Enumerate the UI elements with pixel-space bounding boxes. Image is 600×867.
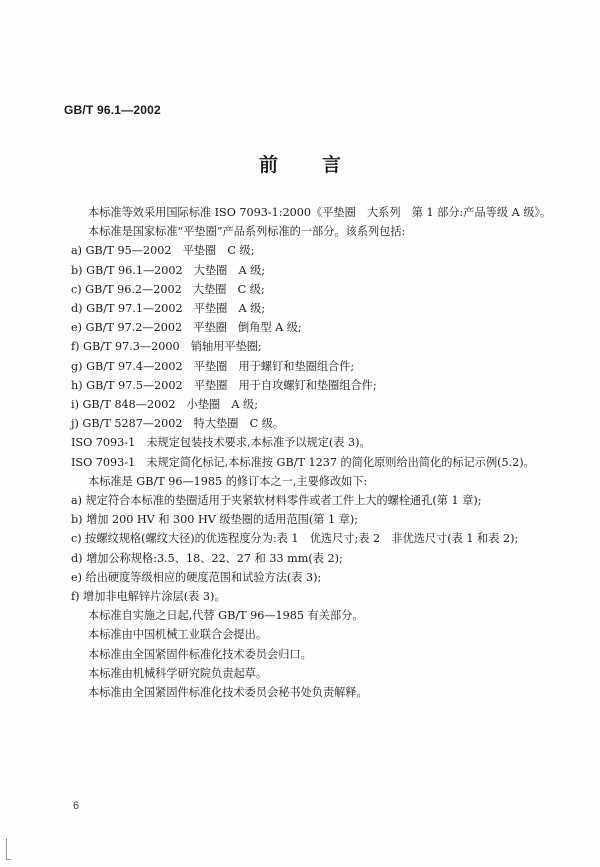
list-item: f) 增加非电解锌片涂层(表 3)。	[71, 590, 226, 604]
list-item: c) 按螺纹规格(螺纹大径)的优选程度分为:表 1 优选尺寸;表 2 非优选尺寸(表 1 和表 2);	[71, 532, 519, 546]
list-item: a) GB/T 95—2002 平垫圈 C 级;	[71, 244, 255, 258]
list-item: e) GB/T 97.2—2002 平垫圈 倒角型 A 级;	[71, 321, 302, 335]
list-item: i) GB/T 848—2002 小垫圈 A 级;	[71, 398, 258, 412]
list-item: f) GB/T 97.3—2000 销轴用平垫圈;	[71, 340, 262, 354]
list-item: d) GB/T 97.1—2002 平垫圈 A 级;	[71, 302, 266, 316]
list-item: b) 增加 200 HV 和 300 HV 级垫圈的适用范围(第 1 章);	[71, 513, 358, 527]
scan-edge-mark	[6, 838, 7, 860]
page-title	[0, 150, 600, 177]
paragraph-line: ISO 7093-1 未规定简化标记,本标准按 GB/T 1237 的简化原则给出简化的标记示例(5.2)。	[71, 455, 535, 469]
paragraph-line: 本标准由中国机械工业联合会提出。	[88, 628, 268, 642]
list-item: e) 给出硬度等级相应的硬度范围和试验方法(表 3);	[71, 570, 322, 584]
paragraph-line: ISO 7093-1 未规定包装技术要求,本标准予以规定(表 3)。	[71, 436, 371, 450]
list-item: d) 增加公称规格:3.5、18、22、27 和 33 mm(表 2);	[71, 551, 343, 565]
list-item: j) GB/T 5287—2002 特大垫圈 C 级。	[71, 417, 285, 431]
paragraph-line: 本标准由机械科学研究院负责起草。	[88, 666, 268, 680]
scan-edge-mark	[6, 859, 11, 860]
page-number: 6	[73, 800, 80, 812]
paragraph-line: 本标准等效采用国际标准 ISO 7093-1:2000《平垫圈 大系列 第 1 部分:产品等级 A 级》。	[88, 206, 552, 219]
title-char-1: 前	[258, 154, 278, 176]
paragraph-line: 本标准是国家标准“平垫圈”产品系列标准的一部分。该系列包括:	[88, 225, 406, 239]
paragraph-line: 本标准由全国紧固件标准化技术委员会归口。	[88, 647, 312, 661]
title-char-2: 言	[322, 154, 342, 176]
paragraph-line: 本标准是 GB/T 96—1985 的修订本之一,主要修改如下:	[88, 474, 368, 488]
standard-code-header: GB/T 96.1—2002	[64, 103, 161, 117]
foreword-body	[71, 203, 581, 702]
list-item: g) GB/T 97.4—2002 平垫圈 用于螺钉和垫圈组合件;	[71, 359, 355, 373]
paragraph-line: 本标准由全国紧固件标准化技术委员会秘书处负责解释。	[88, 686, 368, 700]
paragraph-line: 本标准自实施之日起,代替 GB/T 96—1985 有关部分。	[88, 609, 364, 623]
list-item: c) GB/T 96.2—2002 大垫圈 C 级;	[71, 282, 265, 296]
list-item: a) 规定符合本标准的垫圈适用于夹紧软材料零件或者工件上大的螺栓通孔(第 1 章);	[71, 494, 482, 508]
list-item: b) GB/T 96.1—2002 大垫圈 A 级;	[71, 263, 266, 277]
list-item: h) GB/T 97.5—2002 平垫圈 用于自攻螺钉和垫圈组合件;	[71, 378, 377, 392]
